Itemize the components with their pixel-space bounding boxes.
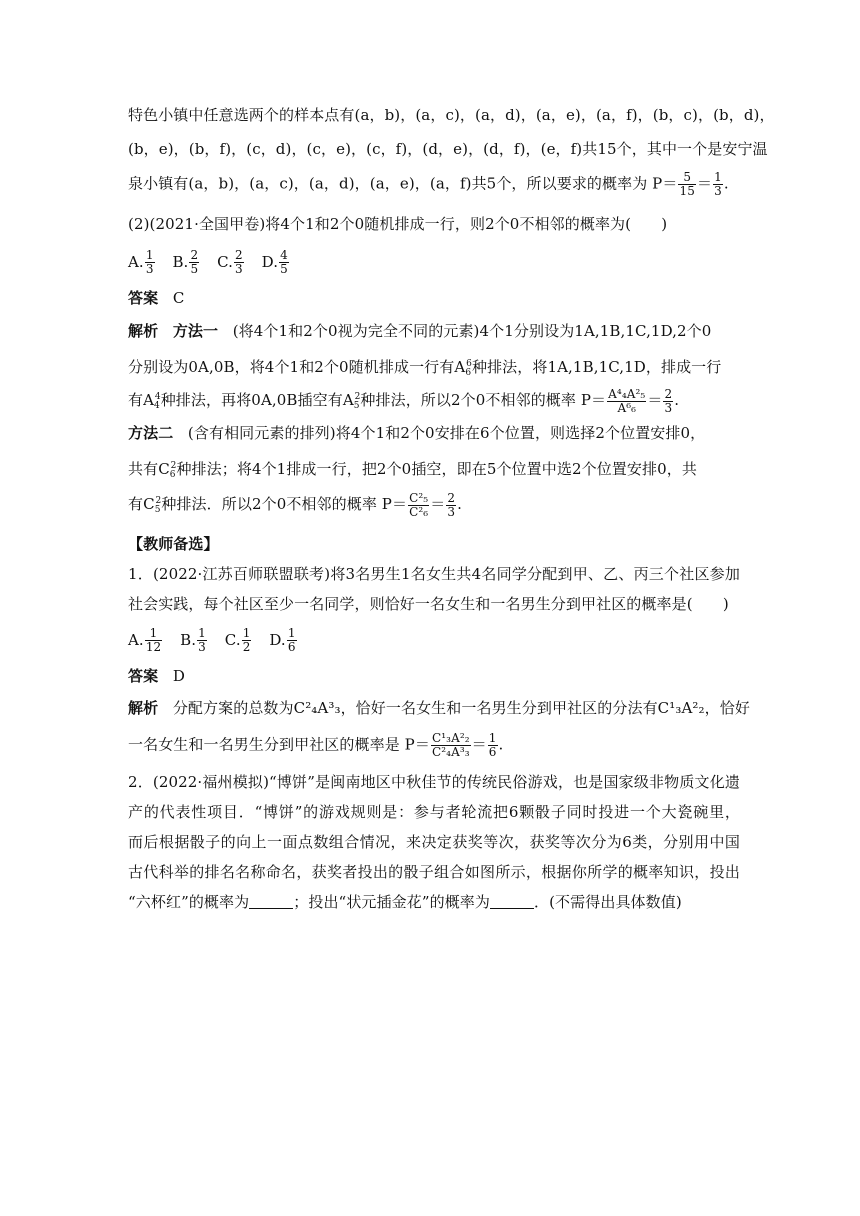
problem-line: 2．(2022·福州模拟)“博饼”是闽南地区中秋佳节的传统民俗游戏，也是国家级非物质文化遗: [128, 773, 740, 791]
option-d: D. $\frac{1}{6}$: [269, 626, 296, 654]
fraction: $\frac{1}{3}$: [714, 170, 722, 198]
fraction: $\frac{\text{C²₅}}{\text{C²₆}}$: [409, 490, 429, 519]
fraction: $\frac{\text{C¹₃A²₂}}{\text{C²₄A³₃}}$: [431, 731, 470, 759]
problem-line: 产的代表性项目．“博饼”的游戏规则是：参与者轮流把6颗骰子同时投进一个大瓷碗里，: [128, 803, 740, 821]
section-title: 【教师备选】: [128, 535, 219, 553]
analysis-line: 共有$C_6^2$种排法；将4个1排成一行，把2个0插空，即在5个位置中选2个位置安排0，共: [128, 460, 697, 480]
answer-value: D: [172, 667, 185, 685]
answer-label: 答案: [128, 289, 159, 307]
problem-line: 古代科举的排名名称命名，获奖者投出的骰子组合如图所示，根据你所学的概率知识，投出: [128, 863, 740, 881]
analysis-line: 有$C_5^2$种排法．所以2个0不相邻的概率 P＝ $\frac{\text{C²₅}}{\text{C²₆}}$ ＝ $\frac{2}{3}$ .: [128, 490, 462, 519]
answer-line: [128, 287, 740, 309]
problem-line: 而后根据骰子的向上一面点数组合情况，来决定获奖等次，获奖等次分为6类，分别用中国: [128, 833, 740, 851]
fraction: $\frac{1}{6}$: [488, 731, 497, 759]
analysis-line: 方法二 (含有相同元素的排列)将4个1和2个0安排在6个位置，则选择2个位置安排0，: [128, 424, 706, 442]
analysis-line: 有$A_4^4$种排法，再将0A,0B插空有$A_5^2$种排法，所以2个0不相邻的概率 P＝ $\frac{\text{A⁴₄A²₅}}{\text{A⁶₆}}$ ＝ $\frac{2}{3}$ .: [128, 386, 680, 415]
options-row: [128, 627, 740, 654]
answer-value: C: [172, 289, 185, 307]
option-a: A. $\frac{1}{3}$: [128, 248, 154, 276]
analysis-line: 一名女生和一名男生分到甲社区的概率是 P＝ $\frac{\text{C¹₃A²₂}}{\text{C²₄A³₃}}$ ＝ $\frac{1}{6}$ .: [128, 731, 504, 759]
fraction: $\frac{2}{3}$: [664, 386, 673, 415]
analysis-line: 分别设为0A,0B，将4个1和2个0随机排成一行有$A_6^6$种排法，将1A,1B,1C,1D，排成一行: [128, 358, 722, 378]
solution-line: 泉小镇有(a，b)，(a，c)，(a，d)，(a，e)，(a，f)共5个，所以要求的概率为 P＝ $\frac{5}{15}$ ＝ $\frac{1}{3}$ .: [128, 170, 729, 198]
answer-blank: [249, 894, 293, 909]
problem-line: 1．(2022·江苏百师联盟联考)将3名男生1名女生共4名同学分配到甲、乙、丙三个社区参加: [128, 565, 740, 583]
option-b: B. $\frac{1}{3}$: [180, 626, 206, 654]
fraction: $\frac{5}{15}$: [679, 170, 695, 198]
answer-label: 答案: [128, 667, 159, 685]
answer-line: [128, 665, 740, 687]
option-c: C. $\frac{2}{3}$: [217, 248, 243, 276]
option-c: C. $\frac{1}{2}$: [224, 626, 251, 654]
question-stem: (2)(2021·全国甲卷)将4个1和2个0随机排成一行，则2个0不相邻的概率为( ): [128, 215, 668, 233]
analysis-line: 解析 方法一 (将4个1和2个0视为完全不同的元素)4个1分别设为1A,1B,1C,1D,2个0: [128, 322, 712, 340]
option-a: A. $\frac{1}{12}$: [128, 626, 162, 654]
options-row: [128, 249, 740, 276]
option-d: D. $\frac{4}{5}$: [261, 248, 288, 276]
solution-line: (b，e)，(b，f)，(c，d)，(c，e)，(c，f)，(d，e)，(d，f)，(e，f)共15个，其中一个是安宁温: [128, 140, 768, 158]
fraction: $\frac{2}{3}$: [447, 490, 456, 519]
problem-line: “六杯红”的概率为 ；投出“状元插金花”的概率为 ．(不需得出具体数值): [128, 893, 682, 911]
analysis-line: 解析 分配方案的总数为C²₄A³₃，恰好一名女生和一名男生分到甲社区的分法有C¹₃A²₂，恰好: [128, 699, 750, 717]
fraction: $\frac{\text{A⁴₄A²₅}}{\text{A⁶₆}}$: [608, 386, 646, 415]
problem-line: 社会实践，每个社区至少一名同学，则恰好一名女生和一名男生分到甲社区的概率是( ): [128, 595, 729, 613]
option-b: B. $\frac{2}{5}$: [172, 248, 199, 276]
solution-line: 特色小镇中任意选两个的样本点有(a，b)，(a，c)，(a，d)，(a，e)，(a，f)，(b，c)，(b，d)，: [128, 106, 775, 124]
answer-blank: [490, 894, 534, 909]
